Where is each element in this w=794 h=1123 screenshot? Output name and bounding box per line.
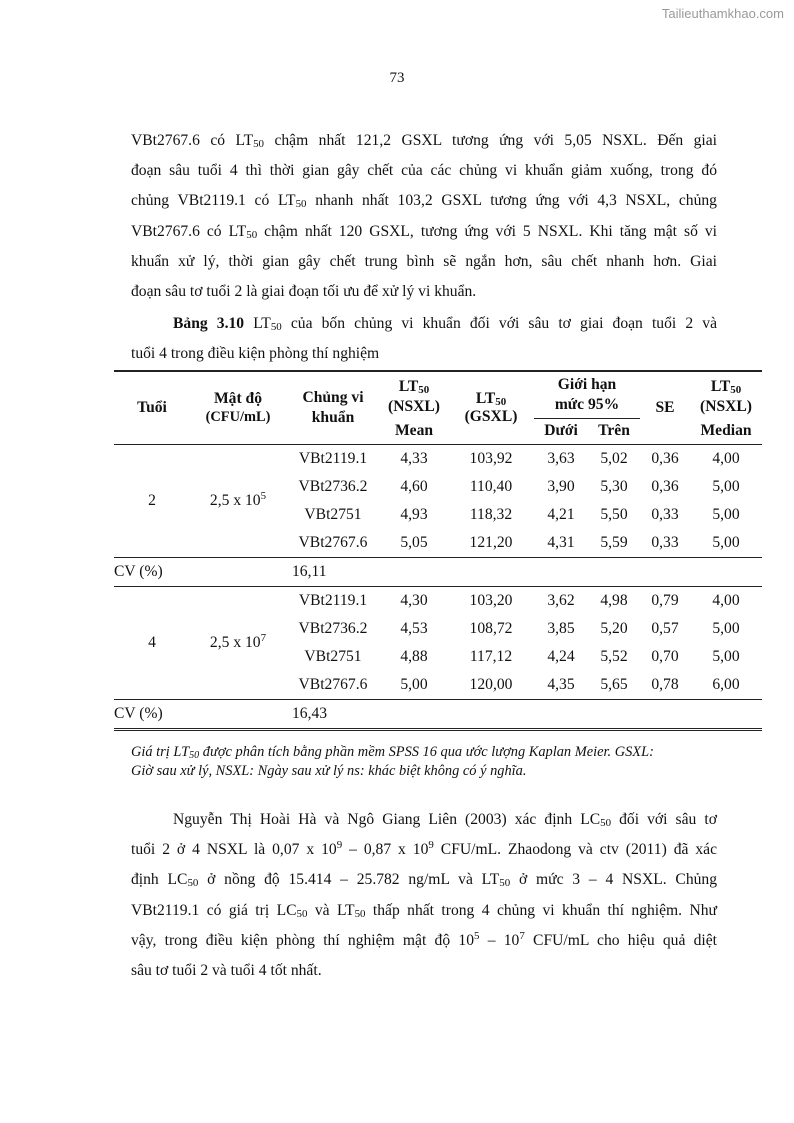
paragraph-line: khuẩn xử lý, thời gian gây chết trung bình sẽ ngắn hơn, sâu chết nhanh hơn. Giai	[131, 252, 717, 270]
table-label: Bảng 3.10	[173, 315, 245, 332]
table-row: VBt2751 4,93 118,32 4,21 5,50 0,33 5,00	[304, 505, 740, 523]
header-lt50-nsxl-unit: (NSXL)	[388, 398, 440, 415]
table-row: 4 2,5 x $10^7$ VBt2119.1 4,30 103,20 3,62 4,98 0,79 4,00	[114, 586, 762, 615]
header-mean: Mean	[380, 418, 448, 444]
cv-row: CV (%) 16,43	[114, 699, 762, 729]
cv-row: CV (%) 16,11	[114, 557, 762, 586]
cell-mat-do: 2,5 x $10^5$	[209, 489, 267, 509]
table-row: VBt2767.6 5,00 120,00 4,35 5,65 0,78 6,00	[298, 675, 740, 693]
table-row: VBt2751 4,88 117,12 4,24 5,52 0,70 5,00	[304, 647, 740, 665]
paragraph-line: VBt2767.6 có $LT_{50}$ chậm nhất 120 GSXL, tương ứng với 5 NSXL. Khi tăng mật số vi	[131, 222, 718, 241]
paragraph-1	[131, 126, 717, 307]
paragraph-line: VBt2767.6 có $LT_{50}$ chậm nhất 121,2 GSXL tương ứng với 5,05 NSXL. Đến giai	[131, 132, 717, 150]
header-lt50-gsxl: $LT_{50}$ (GSXL)	[448, 371, 534, 444]
page-number: 73	[389, 70, 405, 86]
cell-tuoi: 4	[114, 586, 190, 699]
watermark: Tailieuthamkhao.com	[661, 6, 784, 21]
paragraph-line: sâu tơ tuổi 2 và tuổi 4 tốt nhất.	[131, 961, 322, 979]
table-note: Giá trị $LT_{50}$ được phân tích bằng phần mềm SPSS 16 qua ước lượng Kaplan Meier. GSXL: Giờ sau xử lý, NSXL: Ngày sau xử lý ns: khác biệt không có ý nghĩa.	[131, 744, 654, 779]
results-table	[114, 370, 762, 731]
header-tren: Trên	[588, 418, 640, 444]
paragraph-line: VBt2119.1 có giá trị $LC_{50}$ và $LT_{50}$ thấp nhất trong 4 chủng vi khuẩn thí nghiệm. Như	[131, 901, 717, 920]
paragraph-line: vậy, trong điều kiện phòng thí nghiệm mật độ $10^5 - 10^7$ CFU/mL cho hiệu quả diệt	[131, 929, 718, 949]
paragraph-line: chủng VBt2119.1 có $LT_{50}$ nhanh nhất 103,2 GSXL tương ứng với 4,3 NSXL, chủng	[131, 192, 717, 211]
header-median: Median	[690, 418, 762, 444]
paragraph-line: đoạn sâu tuổi 4 thì thời gian gây chết của các chủng vi khuẩn giảm xuống, trong đó	[131, 162, 717, 180]
header-chung: Chủng vi khuẩn	[286, 371, 380, 444]
header-duoi: Dưới	[534, 418, 588, 444]
paragraph-2	[131, 805, 717, 986]
cell-mat-do: 2,5 x $10^7$	[190, 586, 286, 699]
paragraph-line: Nguyễn Thị Hoài Hà và Ngô Giang Liên (2003) xác định $LC_{50}$ đối với sâu tơ	[173, 811, 717, 829]
table-row: VBt2736.2 4,53 108,72 3,85 5,20 0,57 5,00	[298, 619, 740, 637]
header-mat-do: Mật độ (CFU/mL)	[190, 371, 286, 444]
cell-tuoi: 2	[148, 491, 156, 509]
paragraph-line: định $LC_{50}$ ở nồng độ 15.414 – 25.782 ng/mL và $LT_{50}$ ở mức 3 – 4 NSXL. Chủng	[131, 871, 718, 890]
header-gioi-han: Giới hạn mức 95%	[534, 371, 640, 418]
table-caption: Bảng 3.10 $LT_{50}$ của bốn chủng vi khuẩn đối với sâu tơ giai đoạn tuổi 2 và tuổi 4 trong điều kiện phòng thí nghiệm	[131, 315, 717, 362]
table-row: 2 2,5 x $10^5$ VBt2119.1 4,33 103,92 3,63 5,02 0,36 4,00	[114, 444, 762, 473]
paragraph-line: tuổi 2 ở 4 NSXL là 0,07 x $10^9 - 0,87$ x $10^9$ CFU/mL. Zhaodong và ctv (2011) đã xác	[131, 839, 718, 859]
table-row: VBt2767.6 5,05 121,20 4,31 5,59 0,33 5,00	[298, 533, 740, 551]
header-lt50-nsxl: $LT_{50}$	[380, 371, 448, 396]
header-lt50-median: $LT_{50}$	[690, 371, 762, 396]
header-lt50-median-unit: (NSXL)	[700, 398, 752, 415]
paragraph-line: đoạn sâu tơ tuổi 2 là giai đoạn tối ưu để xử lý vi khuẩn.	[131, 282, 477, 300]
table-row: VBt2736.2 4,60 110,40 3,90 5,30 0,36 5,00	[298, 477, 740, 495]
header-se: SE	[640, 371, 690, 444]
header-tuoi: Tuổi	[114, 371, 190, 444]
